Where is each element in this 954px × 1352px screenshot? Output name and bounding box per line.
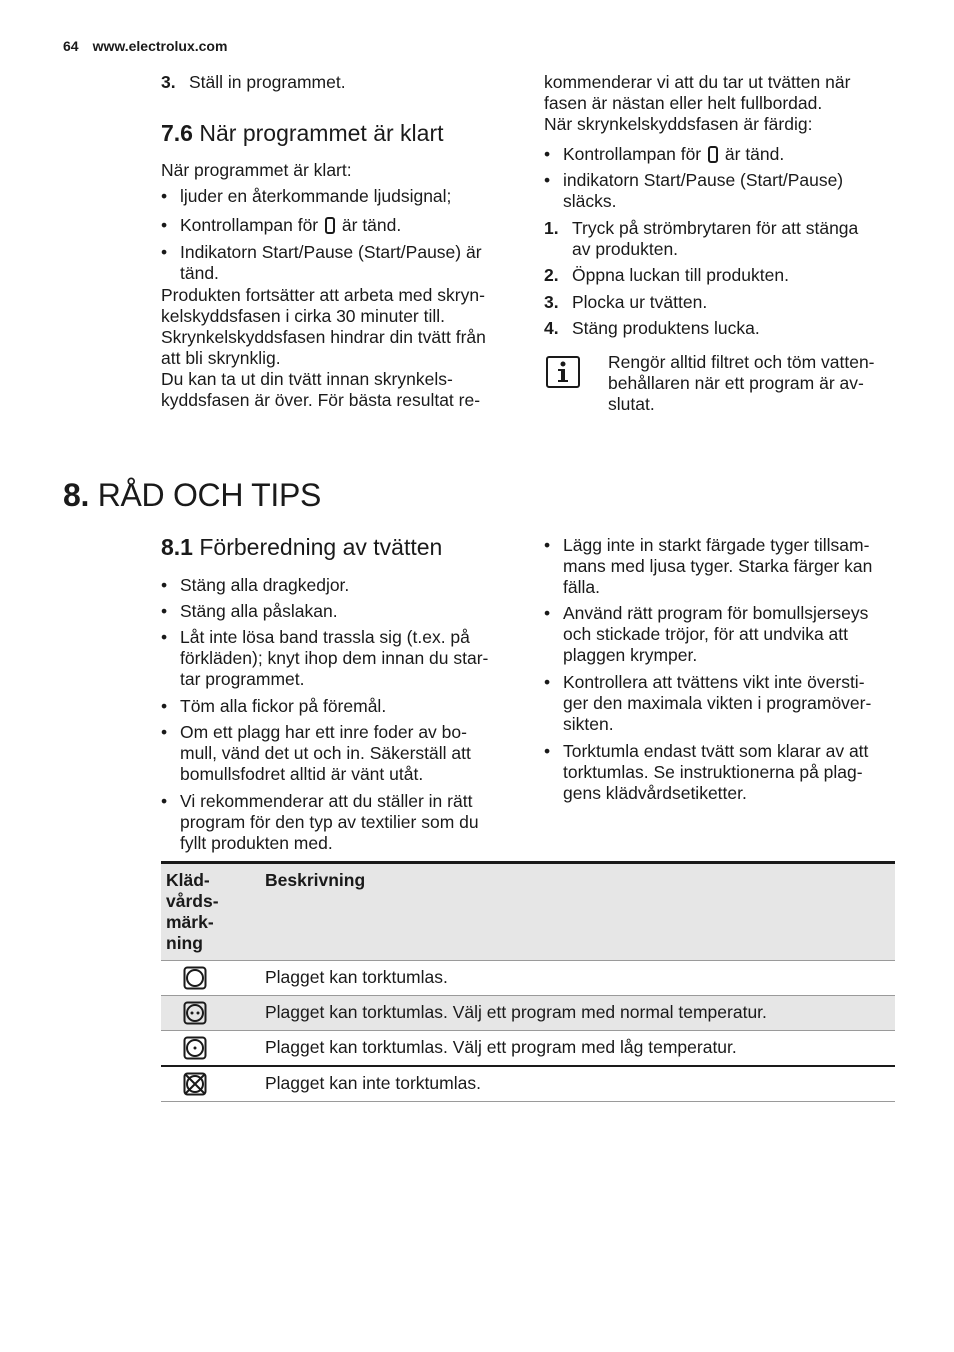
indicator-lamp-icon [325, 217, 335, 234]
indicator-lamp-icon [708, 146, 718, 163]
table-header-row [161, 863, 895, 961]
info-note: Rengör alltid filtret och töm vatten- behållaren när ett program är av- slutat. [608, 352, 875, 414]
step-2: 2. Öppna luckan till produkten. [544, 265, 789, 285]
chapter-heading [63, 477, 321, 514]
section-7-6-heading [161, 120, 444, 147]
row-description: Plagget kan torktumlas. Välj ett program med normal temperatur. [265, 1002, 767, 1022]
tumble-dry-low-temp-icon [161, 1031, 259, 1067]
care-symbol-table [161, 861, 895, 1102]
step-1: 1. Tryck på strömbrytaren för att stänga av produkten. [544, 218, 859, 259]
info-icon [546, 356, 580, 388]
section-8-1-heading [161, 534, 442, 561]
section-number: 7.6 [161, 120, 193, 146]
do-not-tumble-dry-icon [161, 1066, 259, 1102]
step-text: Ställ in programmet. [189, 72, 346, 92]
paragraph-continued: kommenderar vi att du tar ut tvätten när fasen är nästan eller helt fullbordad. När skrynkelskyddsfasen är färdig: [544, 72, 851, 134]
section-number: 8.1 [161, 534, 193, 560]
table-row [161, 1031, 895, 1067]
paragraph: Produkten fortsätter att arbeta med skryn- kelskyddsfasen i cirka 30 minuter till. Skrynkelskyddsfasen hindrar din tvätt från att bli skrynklig. Du kan ta ut din tvätt innan skrynkels- kyddsfasen är över. För bästa resultat re- [161, 285, 486, 410]
column-header-description: Beskrivning [265, 870, 366, 890]
tumble-dry-normal-temp-icon [161, 996, 259, 1031]
website-url: www.electrolux.com [92, 38, 228, 54]
intro-text: När programmet är klart: [161, 160, 352, 180]
page-number: 64 [63, 38, 79, 54]
step-3-right: 3. Plocka ur tvätten. [544, 292, 708, 312]
chapter-number: 8. [63, 477, 90, 513]
page-header [63, 38, 227, 54]
column-header-symbol: Kläd- vårds- märk- ning [166, 870, 219, 953]
table-row [161, 1066, 895, 1102]
row-description: Plagget kan inte torktumlas. [265, 1073, 481, 1093]
section-title: När programmet är klart [199, 120, 444, 146]
step-4: 4. Stäng produktens lucka. [544, 318, 760, 338]
table-row [161, 961, 895, 996]
row-description: Plagget kan torktumlas. Välj ett program med låg temperatur. [265, 1037, 737, 1057]
step-number: 3. [161, 72, 176, 92]
table-row [161, 996, 895, 1031]
tumble-dry-icon [161, 961, 259, 996]
chapter-title: RÅD OCH TIPS [97, 477, 322, 513]
row-description: Plagget kan torktumlas. [265, 967, 448, 987]
step-3 [161, 72, 346, 93]
section-title: Förberedning av tvätten [199, 534, 443, 560]
